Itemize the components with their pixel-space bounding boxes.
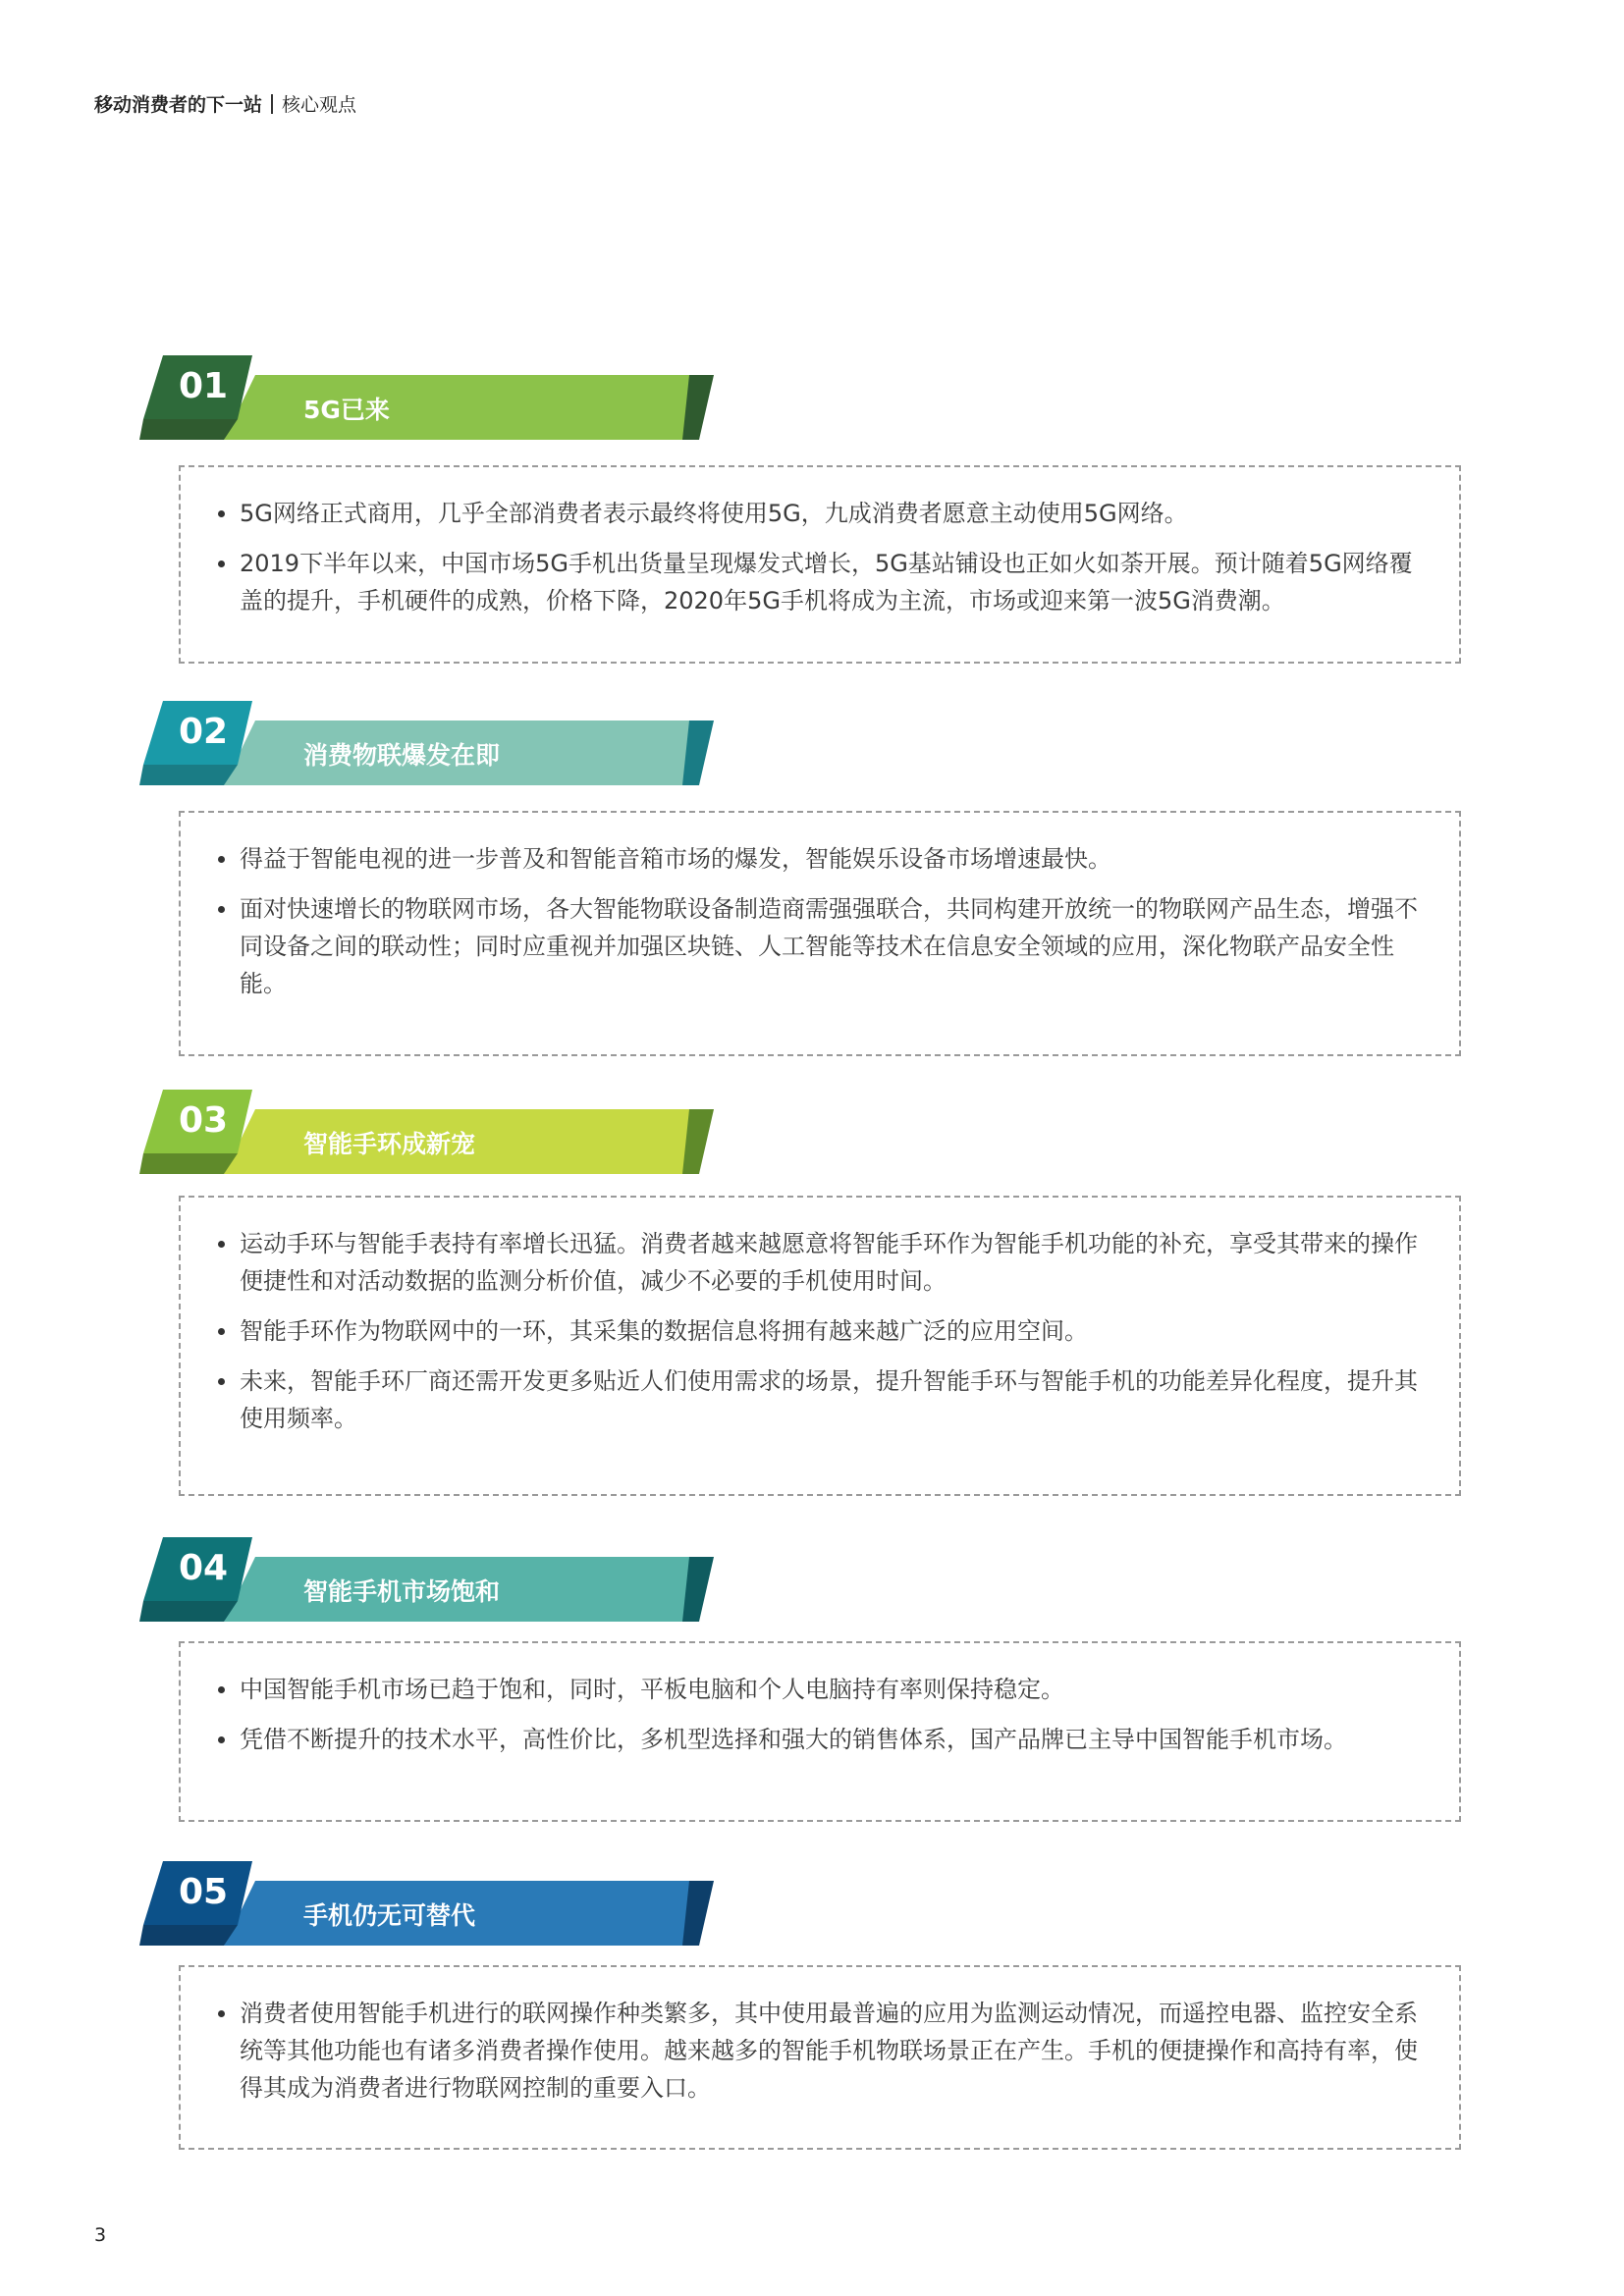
- section-title: 智能手环成新宠: [303, 1130, 476, 1158]
- bullet-item: 凭借不断提升的技术水平，高性价比，多机型选择和强大的销售体系，国产品牌已主导中国智能手机市场。: [216, 1721, 1420, 1758]
- bullet-item: 2019下半年以来，中国市场5G手机出货量呈现爆发式增长，5G基站铺设也正如火如荼开展。预计随着5G网络覆盖的提升，手机硬件的成熟，价格下降，2020年5G手机将成为主流，市场或迎来第一波5G消费潮。: [216, 545, 1420, 619]
- section-banner: [139, 1537, 719, 1622]
- section-content-box: [179, 1196, 1461, 1496]
- section-title: 手机仍无可替代: [303, 1901, 476, 1930]
- bullet-list: [216, 1671, 1420, 1758]
- bullet-item: 5G网络正式商用，几乎全部消费者表示最终将使用5G，九成消费者愿意主动使用5G网络。: [216, 495, 1420, 532]
- bullet-item: 得益于智能电视的进一步普及和智能音箱市场的爆发，智能娱乐设备市场增速最快。: [216, 840, 1420, 878]
- section-banner: [139, 1090, 719, 1174]
- section-banner: [139, 355, 719, 440]
- bullet-item: 智能手环作为物联网中的一环，其采集的数据信息将拥有越来越广泛的应用空间。: [216, 1312, 1420, 1350]
- bullet-list: [216, 840, 1420, 1002]
- page-number: 3: [94, 2224, 107, 2246]
- section-number: 03: [179, 1100, 229, 1141]
- section-content-box: [179, 465, 1461, 664]
- bullet-item: 中国智能手机市场已趋于饱和，同时，平板电脑和个人电脑持有率则保持稳定。: [216, 1671, 1420, 1708]
- bullet-list: [216, 1995, 1420, 2107]
- section-title: 智能手机市场饱和: [303, 1577, 501, 1606]
- bullet-item: 消费者使用智能手机进行的联网操作种类繁多，其中使用最普遍的应用为监测运动情况，而遥控电器、监控安全系统等其他功能也有诸多消费者操作使用。越来越多的智能手机物联场景正在产生。手机的便捷操作和高持有率，使得其成为消费者进行物联网控制的重要入口。: [216, 1995, 1420, 2107]
- section-number: 04: [179, 1548, 229, 1588]
- bullet-list: [216, 495, 1420, 619]
- section-number: 01: [179, 366, 229, 406]
- section-title: 消费物联爆发在即: [303, 741, 501, 770]
- header-divider: [271, 94, 273, 114]
- page-header: [94, 90, 356, 117]
- section-content-box: [179, 1965, 1461, 2150]
- section-title: 5G已来: [303, 396, 390, 424]
- report-title: 移动消费者的下一站: [94, 94, 263, 116]
- section-banner: [139, 701, 719, 785]
- section-content-box: [179, 1641, 1461, 1822]
- section-number: 02: [179, 712, 229, 752]
- bullet-list: [216, 1225, 1420, 1437]
- bullet-item: 未来，智能手环厂商还需开发更多贴近人们使用需求的场景，提升智能手环与智能手机的功能差异化程度，提升其使用频率。: [216, 1362, 1420, 1437]
- bullet-item: 运动手环与智能手表持有率增长迅猛。消费者越来越愿意将智能手环作为智能手机功能的补充，享受其带来的操作便捷性和对活动数据的监测分析价值，减少不必要的手机使用时间。: [216, 1225, 1420, 1300]
- section-number: 05: [179, 1872, 229, 1912]
- bullet-item: 面对快速增长的物联网市场，各大智能物联设备制造商需强强联合，共同构建开放统一的物联网产品生态，增强不同设备之间的联动性；同时应重视并加强区块链、人工智能等技术在信息安全领域的应用，深化物联产品安全性能。: [216, 890, 1420, 1002]
- section-content-box: [179, 811, 1461, 1056]
- section-name: 核心观点: [282, 94, 357, 116]
- section-banner: [139, 1861, 719, 1946]
